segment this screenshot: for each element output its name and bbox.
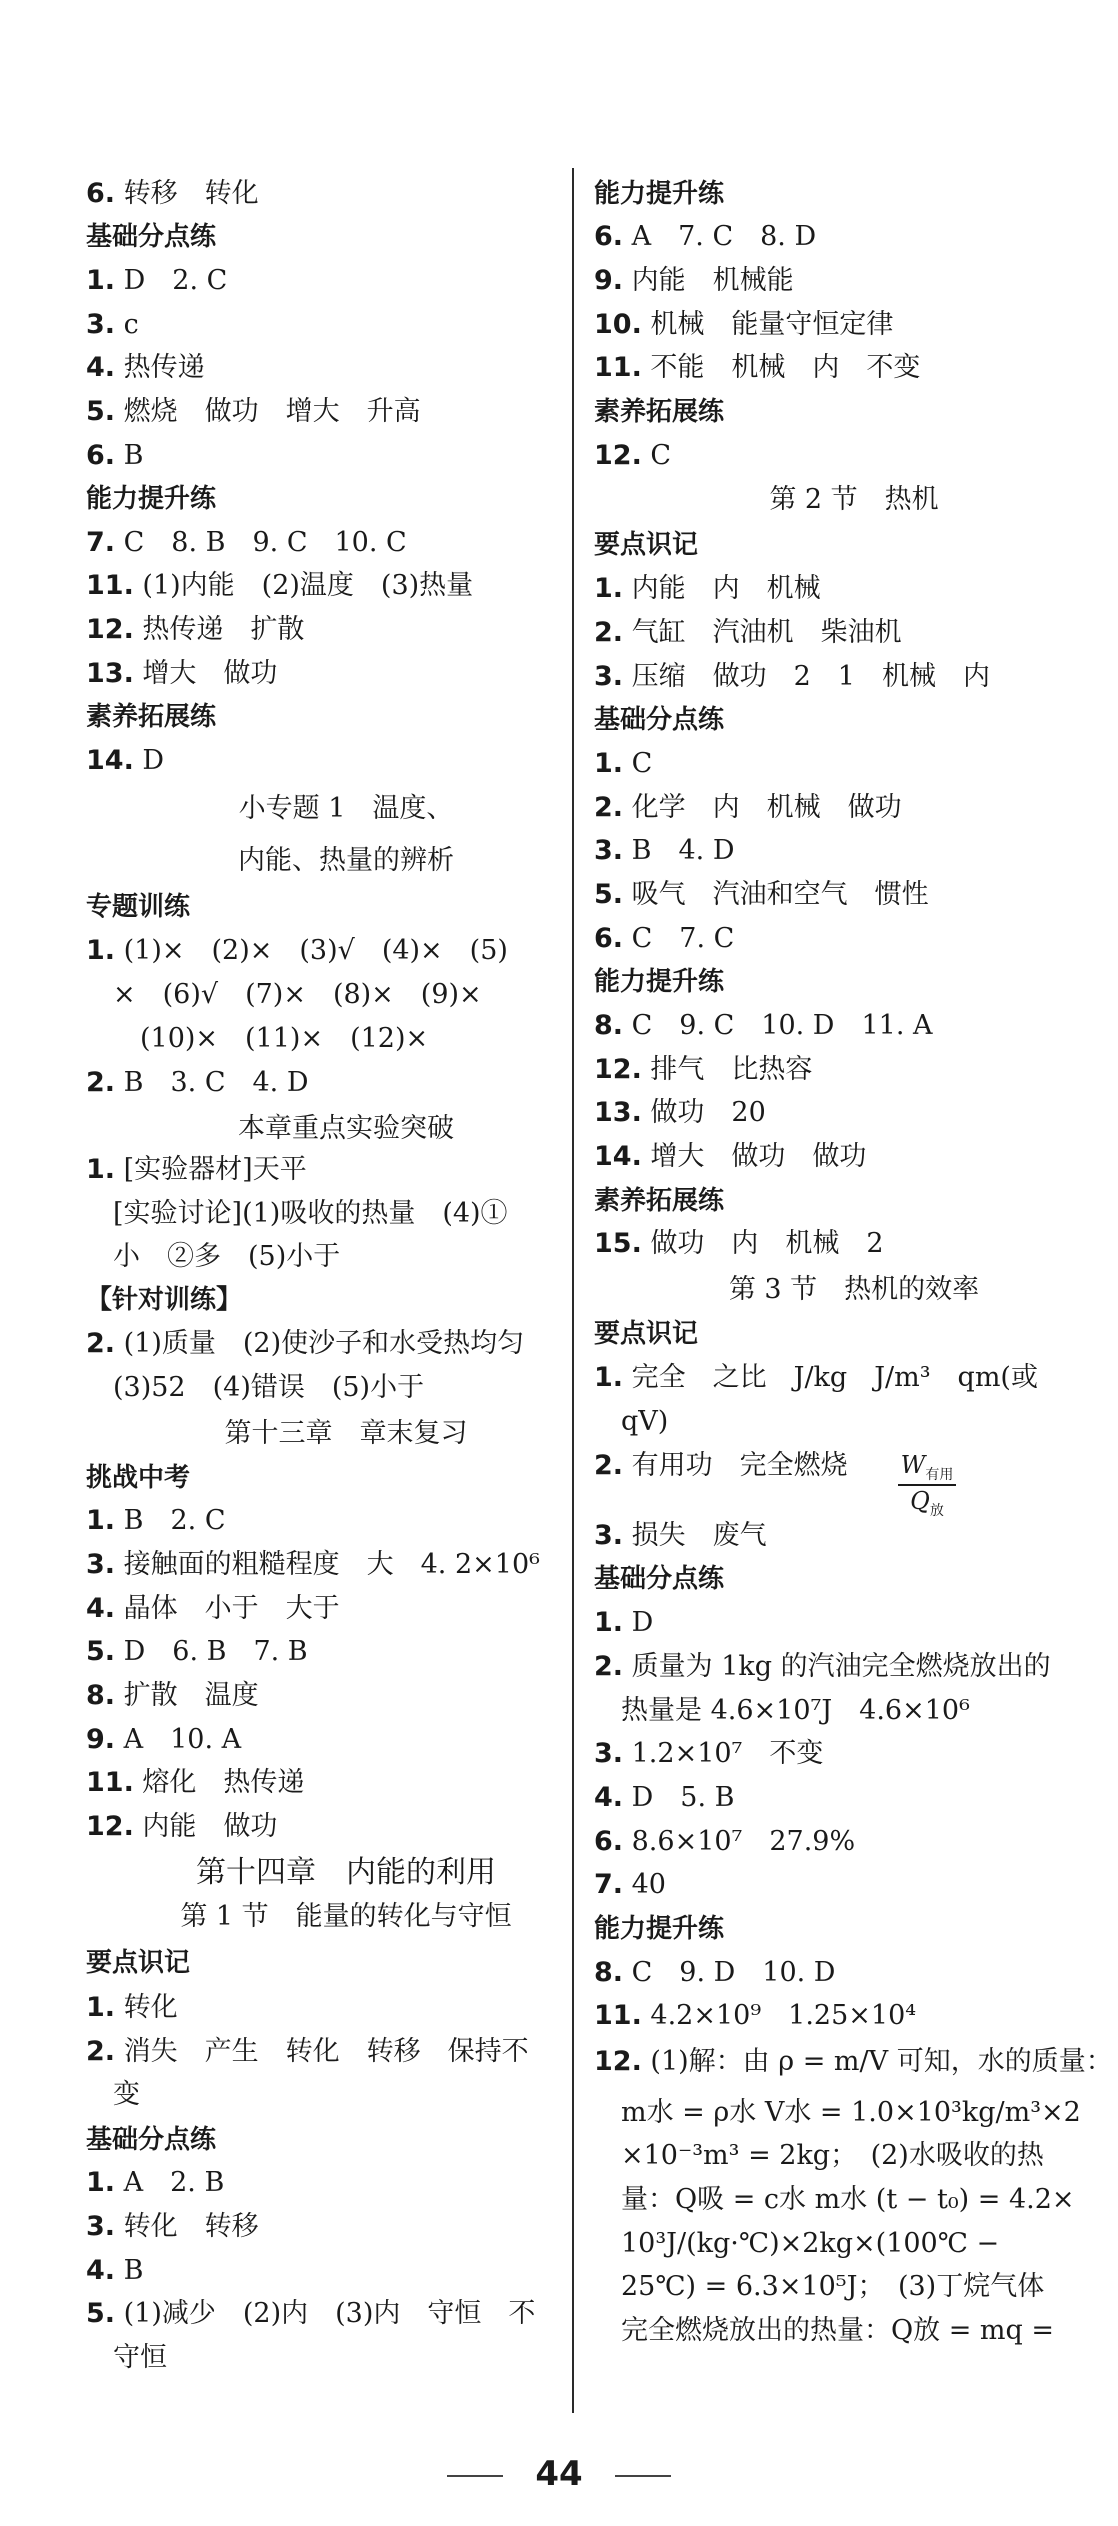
answer-text: 晶体 小于 大于 bbox=[115, 1593, 340, 1624]
answer-text: 压缩 做功 2 1 机械 内 bbox=[623, 661, 990, 692]
answer-line bbox=[86, 2073, 140, 2117]
answer-text: (1)减少 (2)内 (3)内 守恒 不 bbox=[115, 2298, 536, 2329]
answer-line bbox=[86, 2249, 143, 2293]
section-heading: 【针对训练】 bbox=[86, 1285, 243, 1315]
question-number: 3. bbox=[594, 1520, 624, 1551]
section-heading: 要点识记 bbox=[594, 530, 699, 560]
answer-text: 消失 产生 转化 转移 保持不 bbox=[115, 2036, 529, 2067]
answer-text: 增大 做功 bbox=[133, 658, 278, 689]
answer-line bbox=[86, 1017, 428, 1061]
answer-line bbox=[594, 1601, 653, 1645]
answer-text: C bbox=[623, 748, 653, 779]
answer-text: (1)× (2)× (3)√ (4)× (5) bbox=[115, 935, 508, 966]
answer-line bbox=[86, 2205, 259, 2249]
question-number: 8. bbox=[86, 1680, 116, 1711]
answer-line bbox=[86, 1366, 424, 1410]
answer-text: D 2. C bbox=[115, 265, 228, 296]
answer-line bbox=[86, 172, 259, 216]
answer-line bbox=[86, 1674, 259, 1718]
answer-line bbox=[86, 303, 139, 347]
answer-line bbox=[594, 1048, 812, 1092]
answer-text: A 10. A bbox=[115, 1724, 242, 1755]
answer-line bbox=[86, 2030, 529, 2074]
answer-line bbox=[86, 1192, 508, 1236]
answer-line bbox=[594, 1356, 1038, 1400]
answer-line bbox=[594, 1400, 668, 1444]
answer-text: 内能 做功 bbox=[133, 1811, 278, 1842]
answer-line bbox=[594, 1689, 970, 1733]
answer-line bbox=[86, 1543, 540, 1587]
answer-line bbox=[86, 1986, 178, 2030]
answer-line bbox=[594, 742, 652, 786]
answer-line bbox=[86, 564, 473, 608]
question-number: 6. bbox=[86, 440, 116, 471]
answer-text: A 7. C 8. D bbox=[623, 221, 817, 252]
section-heading: 基础分点练 bbox=[594, 1564, 725, 1594]
question-number: 1. bbox=[86, 1505, 116, 1536]
question-number: 1. bbox=[86, 1154, 116, 1185]
answer-text: (3)52 (4)错误 (5)小于 bbox=[86, 1372, 425, 1403]
section-heading: 素养拓展练 bbox=[594, 1186, 725, 1216]
question-number: 11. bbox=[594, 2000, 642, 2031]
question-number: 10. bbox=[594, 309, 642, 340]
answer-text: 质量为 1kg 的汽油完全燃烧放出的 bbox=[623, 1651, 1051, 1682]
answer-text: 完全 之比 J/kg J/m³ qm(或 bbox=[623, 1362, 1038, 1393]
question-number: 1. bbox=[594, 573, 624, 604]
answer-line bbox=[594, 567, 821, 611]
answer-line bbox=[86, 2161, 224, 2205]
answer-line bbox=[594, 346, 920, 390]
answer-line bbox=[594, 1732, 823, 1776]
answer-text: (1)质量 (2)使沙子和水受热均匀 bbox=[115, 1328, 525, 1359]
question-number: 5. bbox=[86, 2298, 116, 2329]
numerator-subscript: 有用 bbox=[925, 1466, 954, 1483]
answer-line bbox=[86, 739, 164, 783]
section-heading: 能力提升练 bbox=[594, 1914, 725, 1944]
page-number-dash-left bbox=[447, 2475, 503, 2477]
question-number: 2. bbox=[86, 2036, 116, 2067]
answer-line bbox=[594, 1091, 766, 1135]
fraction-denominator bbox=[892, 1486, 962, 1526]
answer-line bbox=[594, 1776, 734, 1820]
answer-text: (10)× (11)× (12)× bbox=[86, 1023, 429, 1054]
answer-text: 排气 比热容 bbox=[641, 1054, 813, 1085]
question-number: 13. bbox=[86, 658, 134, 689]
answer-text: B 2. C bbox=[115, 1505, 226, 1536]
answer-text: 守恒 bbox=[86, 2342, 167, 2373]
answer-line bbox=[86, 1235, 340, 1279]
answer-text: 燃烧 做功 增大 升高 bbox=[115, 396, 421, 427]
question-number: 2. bbox=[86, 1328, 116, 1359]
answer-line bbox=[594, 1951, 835, 1995]
answer-text: 小 ②多 (5)小于 bbox=[86, 1241, 341, 1272]
answer-text: 机械 能量守恒定律 bbox=[641, 309, 894, 340]
question-number: 6. bbox=[594, 221, 624, 252]
efficiency-fraction bbox=[892, 1444, 962, 1524]
page-number-value: 44 bbox=[535, 2454, 583, 2494]
answer-text: 转化 转移 bbox=[115, 2211, 259, 2242]
answer-text: 转化 bbox=[115, 1992, 178, 2023]
answer-line bbox=[594, 611, 902, 655]
answer-line bbox=[594, 655, 990, 699]
section-heading: 基础分点练 bbox=[86, 2125, 217, 2155]
answer-line bbox=[86, 973, 482, 1017]
section-title: 第十三章 章末复习 bbox=[224, 1418, 468, 1449]
question-number: 1. bbox=[86, 265, 116, 296]
section-title: 内能、热量的辨析 bbox=[238, 845, 454, 876]
question-number: 3. bbox=[594, 835, 624, 866]
answer-text: [实验讨论](1)吸收的热量 (4)① bbox=[86, 1198, 508, 1229]
answer-text: D 5. B bbox=[623, 1782, 735, 1813]
answer-text: × (6)√ (7)× (8)× (9)× bbox=[86, 979, 482, 1010]
question-number: 9. bbox=[594, 265, 624, 296]
answer-line bbox=[86, 929, 508, 973]
section-heading: 能力提升练 bbox=[86, 484, 217, 514]
question-number: 1. bbox=[594, 1607, 624, 1638]
answer-line bbox=[594, 434, 671, 478]
question-number: 3. bbox=[594, 661, 624, 692]
question-number: 2. bbox=[594, 617, 624, 648]
question-number: 11. bbox=[594, 352, 642, 383]
answer-line bbox=[594, 2091, 1081, 2135]
answer-text: B 4. D bbox=[623, 835, 735, 866]
answer-line bbox=[86, 2292, 535, 2336]
question-number: 2. bbox=[594, 1450, 624, 1481]
answer-text: (1)内能 (2)温度 (3)热量 bbox=[133, 570, 474, 601]
question-number: 12. bbox=[86, 614, 134, 645]
answer-text: qV) bbox=[594, 1406, 669, 1437]
question-number: 12. bbox=[594, 2046, 642, 2077]
answer-line bbox=[594, 786, 902, 830]
question-number: 9. bbox=[86, 1724, 116, 1755]
question-number: 5. bbox=[86, 1636, 116, 1667]
answer-line bbox=[594, 1820, 855, 1864]
answer-text: C 9. D 10. D bbox=[623, 1957, 836, 1988]
answer-line bbox=[594, 2134, 1044, 2178]
question-number: 3. bbox=[86, 309, 116, 340]
page-number bbox=[0, 2452, 1118, 2496]
answer-line bbox=[594, 1514, 767, 1558]
answer-line bbox=[594, 2222, 999, 2266]
question-number: 3. bbox=[86, 2211, 116, 2242]
answer-line bbox=[594, 1222, 884, 1266]
answer-text: 热传递 bbox=[115, 352, 205, 383]
answer-text: 吸气 汽油和空气 惯性 bbox=[623, 879, 929, 910]
section-heading: 素养拓展练 bbox=[594, 397, 725, 427]
answer-line bbox=[86, 1322, 524, 1366]
answer-line bbox=[594, 1135, 866, 1179]
answer-text: 转移 转化 bbox=[115, 178, 259, 209]
answer-line bbox=[86, 1718, 241, 1762]
answer-line bbox=[594, 303, 893, 347]
chapter-title: 第十四章 内能的利用 bbox=[196, 1855, 496, 1890]
answer-text: B bbox=[115, 440, 144, 471]
section-title: 第 3 节 热机的效率 bbox=[728, 1274, 980, 1305]
answer-line bbox=[86, 2336, 167, 2380]
section-heading: 要点识记 bbox=[594, 1319, 699, 1349]
answer-text: 8.6×10⁷ 27.9% bbox=[623, 1826, 856, 1857]
question-number: 1. bbox=[594, 748, 624, 779]
question-number: 4. bbox=[86, 2255, 116, 2286]
question-number: 15. bbox=[594, 1228, 642, 1259]
answer-line bbox=[594, 215, 816, 259]
answer-text: 做功 内 机械 2 bbox=[641, 1228, 884, 1259]
answer-text: 热传递 扩散 bbox=[133, 614, 305, 645]
question-number: 8. bbox=[594, 1010, 624, 1041]
section-heading: 基础分点练 bbox=[594, 705, 725, 735]
answer-text: 25℃) = 6.3×10⁵J； (3)丁烷气体 bbox=[594, 2271, 1045, 2302]
answer-line bbox=[86, 434, 143, 478]
question-number: 11. bbox=[86, 1767, 134, 1798]
answer-line bbox=[594, 1645, 1051, 1689]
answer-text: 变 bbox=[86, 2079, 140, 2110]
answer-text: (1)解：由 ρ = m/V 可知，水的质量： bbox=[641, 2046, 1113, 2077]
question-number: 8. bbox=[594, 1957, 624, 1988]
answer-line bbox=[594, 829, 734, 873]
question-number: 7. bbox=[86, 527, 116, 558]
answer-line bbox=[594, 1444, 954, 1524]
section-heading: 基础分点练 bbox=[86, 222, 217, 252]
answer-line bbox=[86, 1587, 340, 1631]
answer-line bbox=[594, 2178, 1075, 2222]
question-number: 5. bbox=[594, 879, 624, 910]
answer-line bbox=[594, 2309, 1054, 2353]
question-number: 3. bbox=[594, 1738, 624, 1769]
question-number: 12. bbox=[594, 1054, 642, 1085]
question-number: 14. bbox=[86, 745, 134, 776]
answer-text: D bbox=[133, 745, 165, 776]
answer-text: 40 bbox=[623, 1869, 666, 1900]
question-number: 6. bbox=[594, 1826, 624, 1857]
question-number: 11. bbox=[86, 570, 134, 601]
question-number: 1. bbox=[86, 1992, 116, 2023]
answer-line bbox=[86, 521, 407, 565]
question-number: 13. bbox=[594, 1097, 642, 1128]
section-heading: 素养拓展练 bbox=[86, 702, 217, 732]
answer-line bbox=[86, 390, 421, 434]
answer-text: 量：Q吸 = c水 m水 (t − t₀) = 4.2× bbox=[594, 2184, 1075, 2215]
question-number: 5. bbox=[86, 396, 116, 427]
answer-text: 接触面的粗糙程度 大 4. 2×10⁶ bbox=[115, 1549, 540, 1580]
answer-line bbox=[594, 1863, 666, 1907]
answer-text: 气缸 汽油机 柴油机 bbox=[623, 617, 902, 648]
answer-text: A 2. B bbox=[115, 2167, 225, 2198]
question-number: 1. bbox=[594, 1362, 624, 1393]
answer-line bbox=[86, 1148, 307, 1192]
answer-line bbox=[594, 873, 929, 917]
answer-text: C 8. B 9. C 10. C bbox=[115, 527, 407, 558]
denominator-symbol: Q bbox=[910, 1487, 930, 1515]
question-number: 14. bbox=[594, 1141, 642, 1172]
answer-text: [实验器材]天平 bbox=[115, 1154, 307, 1185]
answer-text: m水 = ρ水 V水 = 1.0×10³kg/m³×2 bbox=[594, 2097, 1081, 2128]
answer-text: 有用功 完全燃烧 bbox=[623, 1450, 848, 1481]
numerator-symbol: W bbox=[900, 1451, 926, 1479]
answer-text: 内能 内 机械 bbox=[623, 573, 821, 604]
question-number: 7. bbox=[594, 1869, 624, 1900]
answer-line bbox=[86, 1499, 225, 1543]
answer-line bbox=[86, 652, 277, 696]
answer-line bbox=[594, 917, 734, 961]
question-number: 4. bbox=[86, 1593, 116, 1624]
answer-line bbox=[594, 2265, 1044, 2309]
question-number: 2. bbox=[86, 1067, 116, 1098]
answer-line bbox=[86, 259, 227, 303]
question-number: 2. bbox=[594, 792, 624, 823]
answer-text: 做功 20 bbox=[641, 1097, 766, 1128]
answer-text: 扩散 温度 bbox=[115, 1680, 259, 1711]
answer-text: B bbox=[115, 2255, 144, 2286]
answer-text: 损失 废气 bbox=[623, 1520, 767, 1551]
section-title: 小专题 1 温度、 bbox=[238, 793, 454, 824]
answer-text: 不能 机械 内 不变 bbox=[641, 352, 921, 383]
answer-text: 增大 做功 做功 bbox=[641, 1141, 867, 1172]
section-title: 第 1 节 能量的转化与守恒 bbox=[180, 1901, 512, 1932]
question-number: 4. bbox=[86, 352, 116, 383]
answer-text: B 3. C 4. D bbox=[115, 1067, 309, 1098]
answer-text: 热量是 4.6×10⁷J 4.6×10⁶ bbox=[594, 1695, 970, 1726]
page-number-dash-right bbox=[615, 2475, 671, 2477]
section-heading: 专题训练 bbox=[86, 892, 191, 922]
answer-text: c bbox=[115, 309, 139, 340]
answer-text: C bbox=[641, 440, 672, 471]
answer-line bbox=[594, 2040, 1113, 2084]
question-number: 6. bbox=[86, 178, 116, 209]
answer-line bbox=[86, 346, 205, 390]
answer-text: D bbox=[623, 1607, 654, 1638]
section-heading: 要点识记 bbox=[86, 1948, 191, 1978]
answer-line bbox=[594, 1994, 916, 2038]
section-title: 第 2 节 热机 bbox=[769, 484, 939, 515]
answer-text: C 7. C bbox=[623, 923, 735, 954]
answer-text: D 6. B 7. B bbox=[115, 1636, 308, 1667]
answer-text: 10³J/(kg·℃)×2kg×(100℃ − bbox=[594, 2228, 1000, 2259]
answer-line bbox=[86, 608, 304, 652]
question-number: 12. bbox=[86, 1811, 134, 1842]
question-number: 12. bbox=[594, 440, 642, 471]
question-number: 3. bbox=[86, 1549, 116, 1580]
answer-line bbox=[86, 1630, 308, 1674]
answer-text: 4.2×10⁹ 1.25×10⁴ bbox=[641, 2000, 917, 2031]
answer-text: 1.2×10⁷ 不变 bbox=[623, 1738, 824, 1769]
answer-text: 熔化 热传递 bbox=[133, 1767, 305, 1798]
question-number: 1. bbox=[86, 935, 116, 966]
answer-text: 完全燃烧放出的热量：Q放 = mq = bbox=[594, 2315, 1055, 2346]
section-heading: 挑战中考 bbox=[86, 1463, 191, 1493]
answer-text: ×10⁻³m³ = 2kg； (2)水吸收的热 bbox=[594, 2140, 1044, 2171]
answer-line bbox=[594, 259, 794, 303]
question-number: 4. bbox=[594, 1782, 624, 1813]
answer-text: C 9. C 10. D 11. A bbox=[623, 1010, 933, 1041]
section-title: 本章重点实验突破 bbox=[238, 1113, 454, 1144]
section-heading: 能力提升练 bbox=[594, 967, 725, 997]
answer-line bbox=[86, 1761, 304, 1805]
question-number: 2. bbox=[594, 1651, 624, 1682]
answer-text: 化学 内 机械 做功 bbox=[623, 792, 902, 823]
answer-text: 内能 机械能 bbox=[623, 265, 794, 296]
question-number: 6. bbox=[594, 923, 624, 954]
answer-line bbox=[86, 1805, 277, 1849]
question-number: 1. bbox=[86, 2167, 116, 2198]
answer-line bbox=[594, 1004, 932, 1048]
answer-line bbox=[86, 1061, 308, 1105]
denominator-subscript: 放 bbox=[929, 1502, 944, 1519]
column-divider bbox=[572, 168, 574, 2413]
section-heading: 能力提升练 bbox=[594, 179, 725, 209]
